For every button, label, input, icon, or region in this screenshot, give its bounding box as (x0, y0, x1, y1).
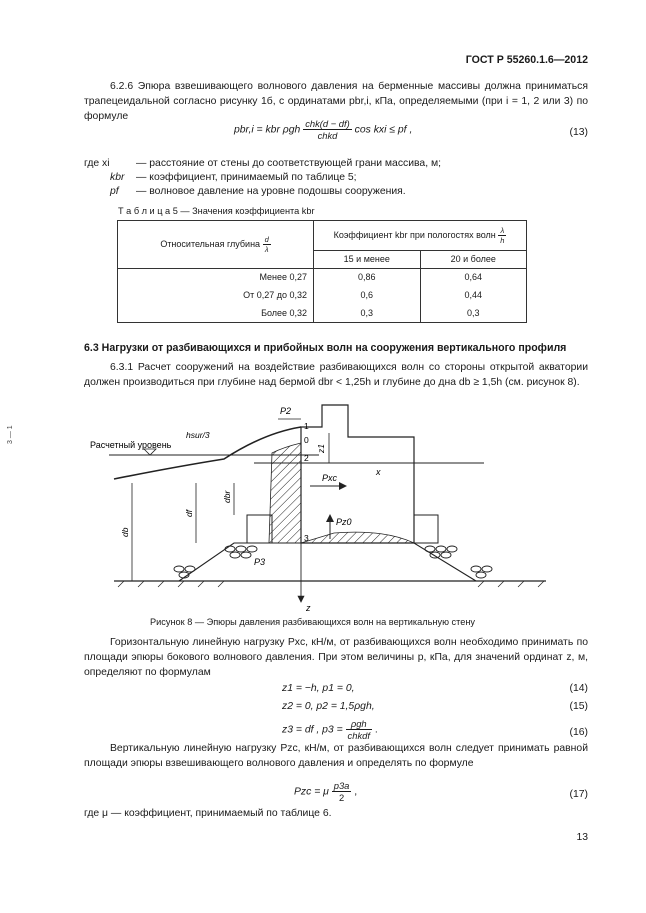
table5-caption: Т а б л и ц а 5 — Значения коэффициента kbr (118, 206, 315, 216)
label-df: df (184, 509, 194, 517)
page-number: 13 (576, 832, 588, 843)
label-point-1: 1 (304, 421, 309, 431)
paragraph-6-2-6: 6.2.6 Эпюра взвешивающего волнового давления на берменные массивы должна приниматься трапецеидальной согласно рисунку 1б, с ординатами pbr,i, кПа, определяемыми (при i = 1, 2 или 3) по формуле (84, 81, 588, 122)
table5-row-label: Менее 0,27 (118, 269, 314, 287)
definitions-13 (84, 157, 588, 205)
eq13-rhs: cos kxi ≤ pf , (354, 124, 413, 136)
seabed-hatching (118, 581, 544, 587)
col1-fraction: $\frac{d}{\lambda}$ (264, 235, 269, 254)
definition-mu: где μ — коэффициент, принимаемый по таблице 6. (84, 808, 332, 819)
eq17-number: (17) (569, 789, 588, 800)
eq15-number: (15) (569, 701, 588, 712)
label-design-level: Расчетный уровень (90, 440, 172, 450)
label-x-axis: x (376, 467, 381, 477)
label-db: db (120, 527, 130, 537)
figure8-caption: Рисунок 8 — Эпюры давления разбивающихся волн на вертикальную стену (150, 617, 475, 627)
eq13-numerator: chk(d − df) (305, 118, 350, 129)
rubble-berm (179, 543, 476, 581)
eq14-number: (14) (569, 683, 588, 694)
table5-cell: 0,3 (314, 305, 420, 323)
section-6-3-title: 6.3 Нагрузки от разбивающихся и прибойных волн на сооружения вертикального профиля (84, 342, 567, 354)
eq16: z3 = df , p3 = $\frac{\text{ρgh}}{\text{chkdf}}$ . (282, 718, 378, 742)
lateral-pressure-epure (269, 443, 301, 543)
label-point-2: 2 (304, 453, 309, 463)
document-code: ГОСТ Р 55260.1.6—2012 (465, 54, 588, 66)
label-point-3: 3 (304, 533, 309, 543)
eq13-lhs: pbr,i = kbr ρgh (234, 124, 301, 136)
def-pf: pf — волновое давление на уровне подошвы сооружения. (110, 186, 406, 197)
group-fraction: $\frac{\lambda}{h}$ (500, 226, 505, 245)
eq13-fraction (303, 118, 352, 142)
table5-row-label: Более 0,32 (118, 305, 314, 323)
eq13-number: (13) (569, 127, 588, 138)
paragraph-vertical-load: Вертикальную линейную нагрузку Pzc, кН/м, от разбивающихся волн следует принимать равной площади эпюры взвешивающего волнового давления и определять по формуле (84, 743, 588, 769)
paragraph-horizontal-load: Горизонтальную линейную нагрузку Pxc, кН/м, от разбивающихся волн необходимо принимать по площади эпюры бокового волнового давления. При этом величины p, кПа, для значений ординат z, м, определяют по формулам (84, 637, 588, 678)
label-z1: z1 (316, 444, 326, 453)
table5-cell: 0,3 (420, 305, 526, 323)
eq16-fraction: $\frac{\text{ρgh}}{\text{chkdf}}$ (347, 718, 370, 742)
table5-subheader-20: 20 и более (420, 251, 526, 269)
label-pxc: Pxc (322, 473, 338, 483)
berm-block-right (414, 515, 438, 543)
figure-8-diagram (84, 397, 584, 612)
vertical-wall (301, 405, 414, 543)
table5-cell: 0,6 (314, 287, 420, 305)
table5-col1-header: Относительная глубина $\frac{d}{\lambda}$ (118, 221, 314, 269)
label-p3: P3 (254, 557, 266, 567)
def-xi: где xi — расстояние от стены до соответствующей грани массива, м; (84, 158, 442, 169)
margin-note: 3 — 1 (7, 425, 14, 444)
uplift-pressure-epure (301, 532, 414, 543)
table-5 (117, 220, 527, 323)
eq17-fraction: $\frac{p3a}{2}$ (333, 780, 350, 804)
label-pz0: Pz0 (336, 517, 352, 527)
def-kbr: kbr — коэффициент, принимаемый по таблице 5; (110, 172, 357, 183)
eq15: z2 = 0, p2 = 1,5ρgh, (282, 701, 375, 712)
table5-subheader-15: 15 и менее (314, 251, 420, 269)
table5-row-label: От 0,27 до 0,32 (118, 287, 314, 305)
table5-cell: 0,64 (420, 269, 526, 287)
equation-13 (84, 118, 588, 148)
eq17: Pzc = μ $\frac{p3a}{2}$ , (294, 780, 358, 804)
paragraph-6-3-1: 6.3.1 Расчет сооружений на воздействие разбивающихся волн со стороны открытой акватории должен производиться при глубине над бермой dbr < 1,25h и глубине до дна db ≥ 1,5h (см. рисунок 8). (84, 362, 588, 388)
berm-block-left (247, 515, 272, 543)
table5-group-header: Коэффициент kbr при пологостях волн $\frac{\lambda}{h}$ (314, 221, 527, 251)
label-point-0: 0 (304, 435, 309, 445)
label-hsur: hsur/3 (186, 430, 210, 440)
table5-cell: 0,44 (420, 287, 526, 305)
label-dbr: dbr (222, 490, 232, 503)
label-z-axis: z (306, 603, 311, 612)
eq13-denominator: chkd (317, 130, 338, 142)
table5-cell: 0,86 (314, 269, 420, 287)
eq16-number: (16) (569, 727, 588, 738)
equation-17 (84, 780, 588, 810)
label-p2: P2 (280, 406, 292, 416)
eq14: z1 = −h, p1 = 0, (282, 683, 355, 694)
